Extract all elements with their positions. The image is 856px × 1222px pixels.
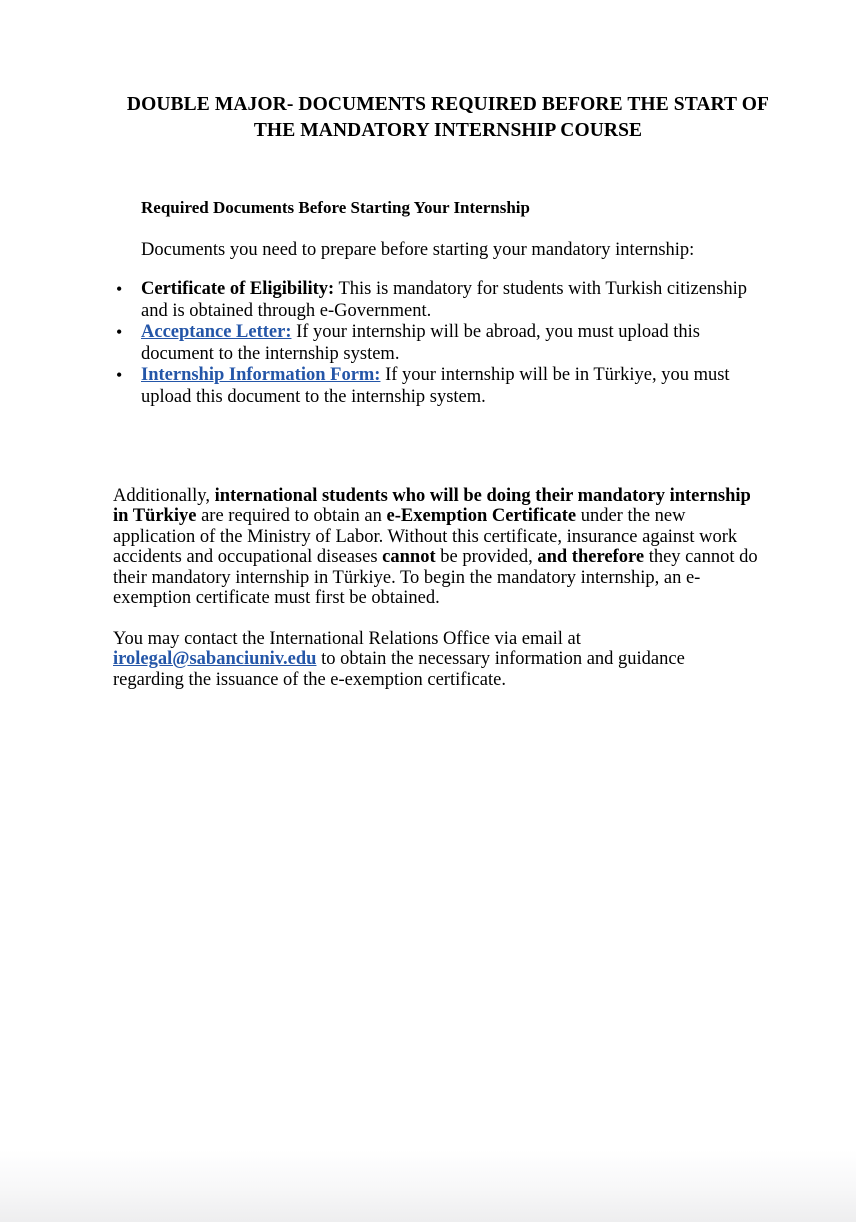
section-heading: Required Documents Before Starting Your Internship: [141, 198, 530, 217]
list-item-label: Certificate of Eligibility:: [141, 279, 335, 299]
section-heading-wrapper: [141, 197, 761, 219]
list-item-text: If your internship will be abroad, you must upload this document to the internship system.: [141, 322, 700, 364]
acceptance-letter-link[interactable]: Acceptance Letter:: [141, 322, 292, 342]
required-documents-list: [113, 279, 761, 408]
paragraph-segment: are required to obtain an: [196, 506, 387, 527]
list-item-text: If your internship will be in Türkiye, you must upload this document to the internship system.: [141, 365, 730, 407]
paragraph-segment: be provided,: [435, 547, 538, 568]
list-item-text: This is mandatory for students with Turkish citizenship and is obtained through e-Government.: [141, 279, 747, 321]
bullet-icon: •: [116, 279, 123, 299]
paragraph-segment: Additionally,: [113, 485, 215, 506]
email-link[interactable]: irolegal@sabanciuniv.edu: [113, 649, 317, 670]
paragraph-segment-bold: cannot: [382, 547, 436, 568]
paragraph-segment: under the new application of the Ministry of Labor. Without this certificate, insurance against work accidents and occupational diseases: [113, 506, 738, 568]
list-item: [113, 279, 761, 322]
paragraph-segment-bold: e-Exemption Certificate: [386, 506, 577, 527]
bullet-icon: •: [116, 322, 123, 342]
exemption-paragraph: [113, 486, 759, 610]
paragraph-segment-bold: international students who will be doing their mandatory internship in Türkiye: [113, 485, 751, 527]
intro-text: Documents you need to prepare before starting your mandatory internship:: [141, 240, 695, 260]
intro-wrapper: [141, 238, 761, 262]
list-item: [113, 322, 761, 365]
bullet-icon: •: [116, 365, 123, 385]
paragraph-segment-bold: and therefore: [537, 547, 645, 568]
contact-paragraph: [113, 629, 759, 691]
page-edge-shadow: [0, 1150, 856, 1222]
paragraph-segment: You may contact the International Relations Office via email at: [113, 628, 581, 649]
page-title: DOUBLE MAJOR- DOCUMENTS REQUIRED BEFORE THE START OF THE MANDATORY INTERNSHIP COURSE: [126, 94, 770, 141]
internship-information-form-link[interactable]: Internship Information Form:: [141, 365, 381, 385]
list-item: [113, 365, 761, 408]
paragraph-segment: they cannot do their mandatory internship in Türkiye. To begin the mandatory internship, an e-exemption certificate must first be obtained.: [113, 547, 758, 609]
paragraph-segment: to obtain the necessary information and guidance regarding the issuance of the e-exemption certificate.: [113, 649, 685, 690]
